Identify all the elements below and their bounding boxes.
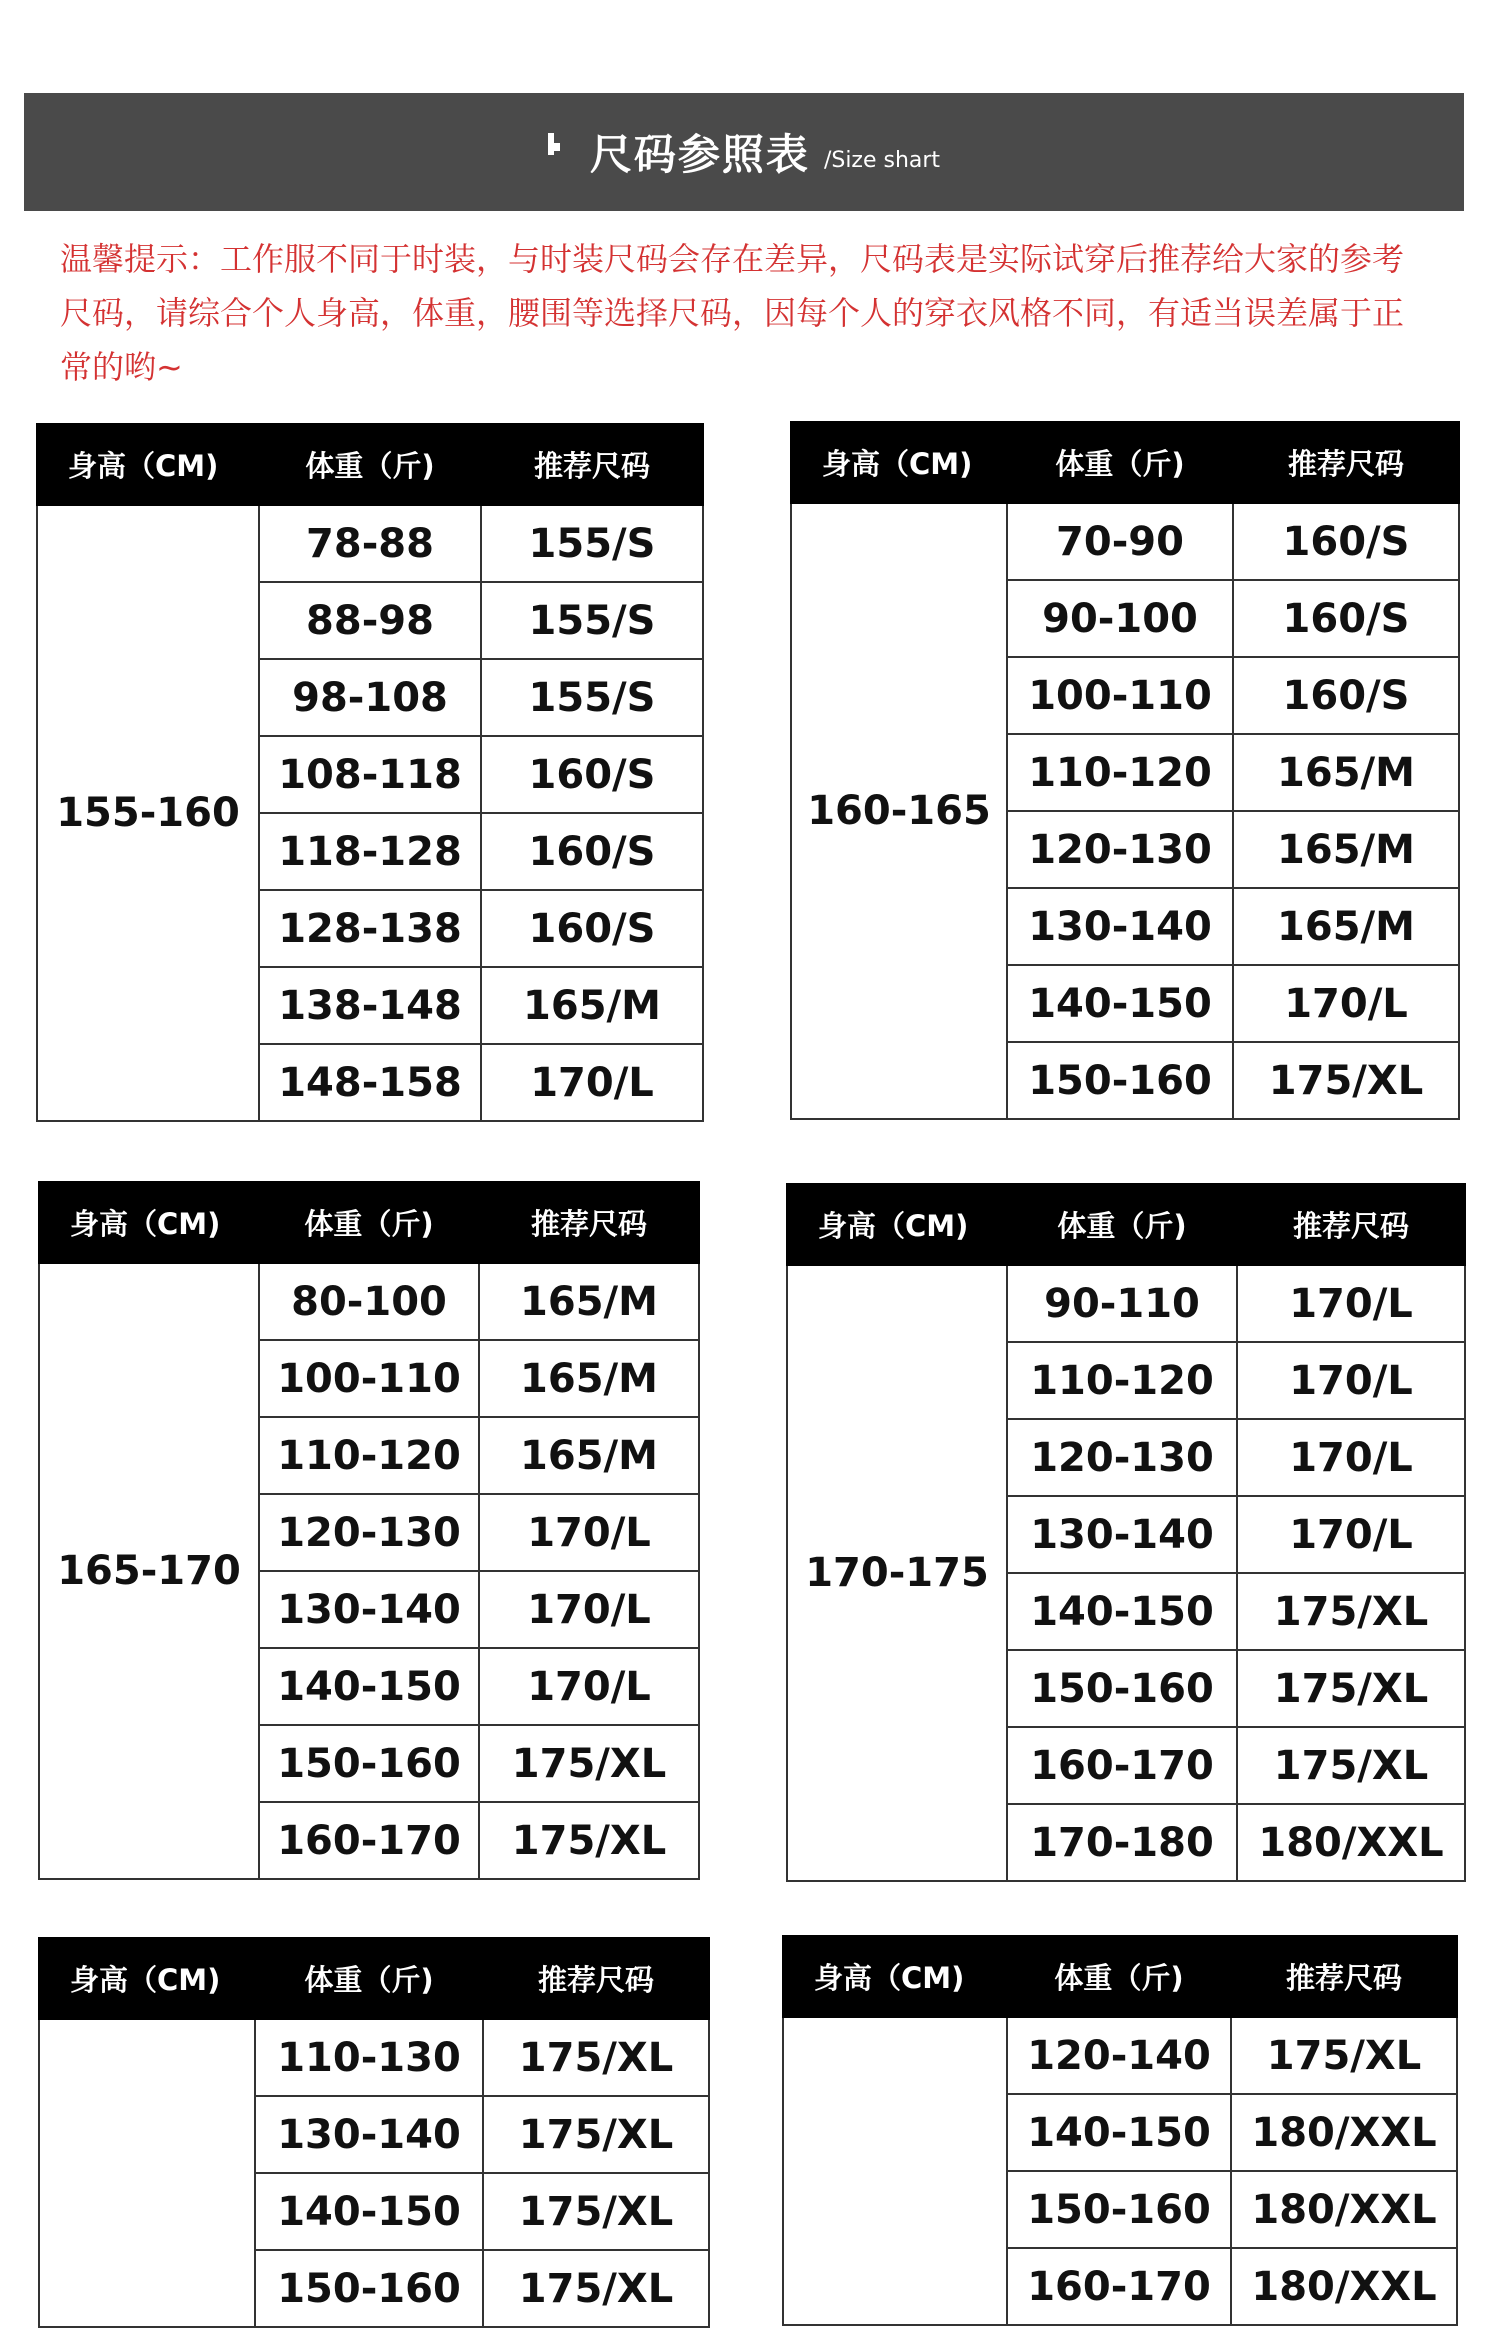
size-table [38,1181,700,1880]
weight-range-cell: 130-140 [1007,888,1233,965]
recommended-size-cell: 160/S [1233,503,1459,580]
column-header-height: 身高（CM) [787,1184,1007,1265]
weight-range-cell: 140-150 [1007,2094,1231,2171]
recommended-size-cell: 170/L [479,1494,699,1571]
weight-range-cell: 160-170 [1007,1727,1237,1804]
column-header-weight: 体重（斤) [259,424,481,505]
recommended-size-cell: 160/S [481,813,703,890]
recommended-size-cell: 170/L [479,1648,699,1725]
recommended-size-cell: 175/XL [483,2096,709,2173]
column-header-size: 推荐尺码 [1233,422,1459,503]
recommended-size-cell: 170/L [1237,1419,1465,1496]
weight-range-cell: 110-120 [1007,1342,1237,1419]
size-table [38,1937,710,2328]
weight-range-cell: 120-130 [1007,1419,1237,1496]
weight-range-cell: 100-110 [259,1340,479,1417]
column-header-height: 身高（CM) [37,424,259,505]
recommended-size-cell: 170/L [481,1044,703,1121]
recommended-size-cell: 175/XL [483,2019,709,2096]
recommended-size-cell: 175/XL [1237,1573,1465,1650]
recommended-size-cell: 165/M [1233,888,1459,965]
height-range-cell: 160-165 [791,503,1007,1119]
recommended-size-cell: 160/S [481,890,703,967]
weight-range-cell: 150-160 [1007,1042,1233,1119]
size-table [36,423,704,1122]
column-header-weight: 体重（斤) [1007,1936,1231,2017]
recommended-size-cell: 180/XXL [1231,2171,1457,2248]
recommended-size-cell: 160/S [1233,657,1459,734]
title-banner [24,93,1464,211]
recommended-size-cell: 180/XXL [1231,2248,1457,2325]
recommended-size-cell: 170/L [1233,965,1459,1042]
weight-range-cell: 140-150 [1007,965,1233,1042]
weight-range-cell: 110-120 [259,1417,479,1494]
table-row [787,1265,1465,1342]
weight-range-cell: 120-140 [1007,2017,1231,2094]
column-header-weight: 体重（斤) [1007,422,1233,503]
weight-range-cell: 150-160 [259,1725,479,1802]
column-header-size: 推荐尺码 [483,1938,709,2019]
column-header-size: 推荐尺码 [1237,1184,1465,1265]
weight-range-cell: 150-160 [1007,2171,1231,2248]
column-header-weight: 体重（斤) [259,1182,479,1263]
recommended-size-cell: 165/M [479,1417,699,1494]
weight-range-cell: 78-88 [259,505,481,582]
weight-range-cell: 140-150 [1007,1573,1237,1650]
weight-range-cell: 80-100 [259,1263,479,1340]
recommended-size-cell: 165/M [1233,811,1459,888]
weight-range-cell: 88-98 [259,582,481,659]
table-row [39,1263,699,1340]
table-row [39,2019,709,2096]
weight-range-cell: 120-130 [259,1494,479,1571]
height-range-cell [39,2019,255,2327]
column-header-weight: 体重（斤) [255,1938,483,2019]
weight-range-cell: 130-140 [1007,1496,1237,1573]
recommended-size-cell: 165/M [479,1263,699,1340]
recommended-size-cell: 155/S [481,505,703,582]
recommended-size-cell: 165/M [1233,734,1459,811]
recommended-size-cell: 175/XL [483,2250,709,2327]
recommended-size-cell: 180/XXL [1237,1804,1465,1881]
height-range-cell: 155-160 [37,505,259,1121]
bookmark-icon [548,133,558,155]
size-table [790,421,1460,1120]
weight-range-cell: 160-170 [259,1802,479,1879]
notice-text: 温馨提示：工作服不同于时装，与时装尺码会存在差异，尺码表是实际试穿后推荐给大家的参考尺码，请综合个人身高，体重，腰围等选择尺码，因每个人的穿衣风格不同，有适当误差属于正常的哟~ [60,240,1405,386]
weight-range-cell: 140-150 [259,1648,479,1725]
recommended-size-cell: 165/M [481,967,703,1044]
weight-range-cell: 128-138 [259,890,481,967]
weight-range-cell: 120-130 [1007,811,1233,888]
recommended-size-cell: 175/XL [1233,1042,1459,1119]
recommended-size-cell: 175/XL [1231,2017,1457,2094]
column-header-size: 推荐尺码 [481,424,703,505]
recommended-size-cell: 175/XL [1237,1727,1465,1804]
table-row [37,505,703,582]
page-subtitle: /Size shart [823,147,941,173]
weight-range-cell: 118-128 [259,813,481,890]
weight-range-cell: 110-130 [255,2019,483,2096]
recommended-size-cell: 170/L [1237,1496,1465,1573]
weight-range-cell: 170-180 [1007,1804,1237,1881]
weight-range-cell: 160-170 [1007,2248,1231,2325]
recommended-size-cell: 175/XL [479,1725,699,1802]
height-range-cell: 170-175 [787,1265,1007,1881]
recommended-size-cell: 160/S [1233,580,1459,657]
weight-range-cell: 150-160 [255,2250,483,2327]
weight-range-cell: 130-140 [255,2096,483,2173]
recommended-size-cell: 175/XL [479,1802,699,1879]
table-row [791,503,1459,580]
column-header-size: 推荐尺码 [1231,1936,1457,2017]
size-table [786,1183,1466,1882]
weight-range-cell: 140-150 [255,2173,483,2250]
column-header-height: 身高（CM) [39,1938,255,2019]
recommended-size-cell: 170/L [1237,1265,1465,1342]
weight-range-cell: 90-110 [1007,1265,1237,1342]
column-header-height: 身高（CM) [791,422,1007,503]
height-range-cell: 165-170 [39,1263,259,1879]
weight-range-cell: 150-160 [1007,1650,1237,1727]
weight-range-cell: 138-148 [259,967,481,1044]
recommended-size-cell: 175/XL [1237,1650,1465,1727]
column-header-weight: 体重（斤) [1007,1184,1237,1265]
weight-range-cell: 100-110 [1007,657,1233,734]
recommended-size-cell: 170/L [479,1571,699,1648]
page-title: 尺码参照表 [589,130,810,179]
recommended-size-cell: 155/S [481,659,703,736]
size-table [782,1935,1458,2326]
weight-range-cell: 108-118 [259,736,481,813]
table-row [783,2017,1457,2094]
recommended-size-cell: 180/XXL [1231,2094,1457,2171]
column-header-height: 身高（CM) [39,1182,259,1263]
weight-range-cell: 110-120 [1007,734,1233,811]
column-header-size: 推荐尺码 [479,1182,699,1263]
weight-range-cell: 90-100 [1007,580,1233,657]
recommended-size-cell: 175/XL [483,2173,709,2250]
recommended-size-cell: 170/L [1237,1342,1465,1419]
recommended-size-cell: 160/S [481,736,703,813]
weight-range-cell: 70-90 [1007,503,1233,580]
weight-range-cell: 148-158 [259,1044,481,1121]
weight-range-cell: 98-108 [259,659,481,736]
column-header-height: 身高（CM) [783,1936,1007,2017]
recommended-size-cell: 165/M [479,1340,699,1417]
height-range-cell [783,2017,1007,2325]
weight-range-cell: 130-140 [259,1571,479,1648]
recommended-size-cell: 155/S [481,582,703,659]
